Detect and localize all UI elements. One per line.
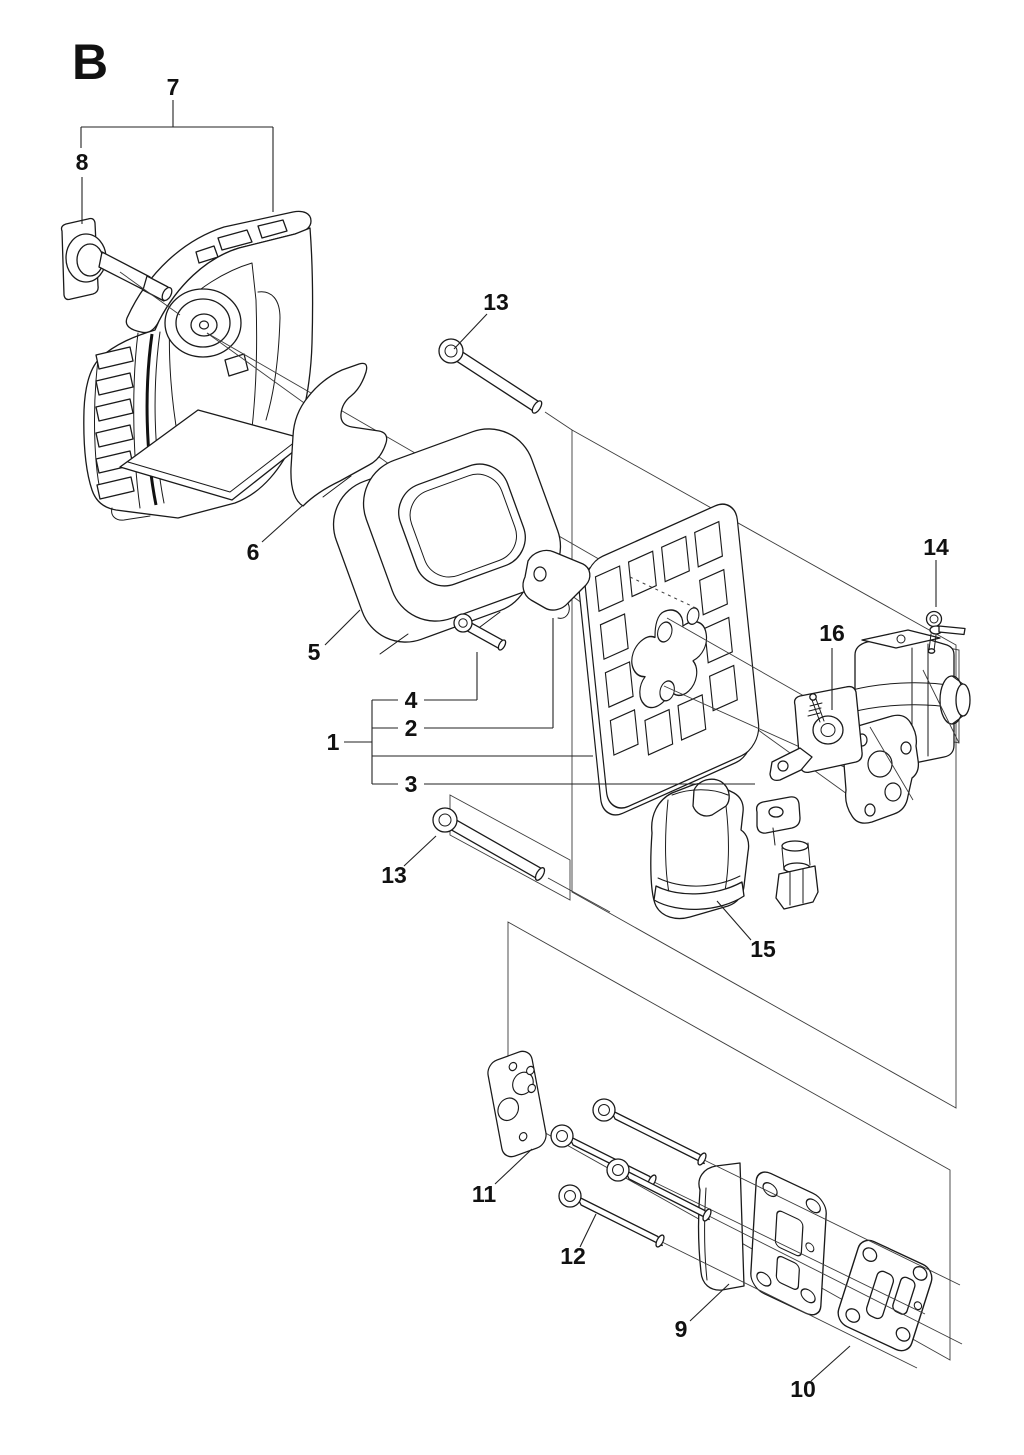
hex-plug	[776, 866, 818, 909]
flange-port	[885, 783, 901, 801]
callout-12: 12	[560, 1243, 586, 1269]
filter-holder-plate	[577, 497, 762, 822]
manifold-screws	[551, 1099, 713, 1248]
manifold-gasket	[835, 1236, 935, 1355]
bolt-long-bottom	[433, 808, 610, 912]
leader-5	[325, 610, 360, 645]
throttle-lever	[770, 748, 812, 780]
leader-13-bottom	[404, 836, 436, 866]
clip-bar	[939, 626, 965, 635]
callout-13-bottom: 13	[381, 862, 407, 888]
swivel-pin	[769, 807, 783, 817]
bolt-long-top	[439, 339, 572, 430]
callout-9: 9	[674, 1316, 688, 1342]
flange-venturi	[868, 751, 892, 777]
flange-bolt-hole	[901, 742, 911, 754]
bolt-alignment-tail	[545, 412, 572, 430]
clip-ring	[927, 612, 942, 627]
bolt-head	[433, 808, 457, 832]
callout-10: 10	[790, 1376, 816, 1402]
screw	[559, 1185, 666, 1248]
callout-8: 8	[75, 149, 89, 175]
leader-13-top	[454, 314, 487, 349]
cover-hub-hole	[200, 321, 209, 329]
carburetor-barrel-end	[956, 684, 970, 716]
callout-1: 1	[326, 729, 340, 755]
bolt-alignment-tail	[548, 878, 610, 912]
callout-13-top: 13	[483, 289, 509, 315]
leader-9	[690, 1284, 729, 1321]
callout-3: 3	[404, 771, 418, 797]
callout-16: 16	[819, 620, 845, 646]
bolt-shaft	[456, 352, 540, 412]
knob-shaft	[99, 252, 150, 291]
callout-11: 11	[471, 1181, 497, 1207]
lever-hole	[778, 761, 788, 771]
callout-7: 7	[166, 74, 180, 100]
bolt-shaft	[451, 820, 543, 879]
clip-pin-end	[928, 649, 934, 653]
callout-6: 6	[246, 539, 260, 565]
needle-tip	[810, 694, 816, 700]
leader-6	[262, 506, 302, 542]
leader-15	[717, 901, 751, 940]
leader-10	[811, 1346, 850, 1381]
air-filter-cover	[84, 211, 313, 520]
callout-5: 5	[307, 639, 321, 665]
screw-head	[454, 614, 472, 632]
screw-short	[454, 614, 507, 651]
intake-manifold	[699, 1163, 827, 1320]
flange-bolt-hole	[865, 804, 875, 816]
cover-knob	[62, 219, 174, 303]
intake-boot	[651, 779, 749, 918]
callout-2: 2	[404, 715, 418, 741]
bracket-7	[81, 100, 273, 212]
choke-lever	[523, 550, 590, 618]
callout-14: 14	[923, 534, 949, 560]
knob-disc-inner	[77, 244, 103, 276]
choke-lever-hole	[534, 567, 546, 581]
figure-label: B	[72, 34, 109, 90]
screw	[607, 1159, 713, 1222]
callout-4: 4	[404, 687, 418, 713]
sheet-lower-bolt	[450, 795, 570, 900]
nozzle-cylinder-top	[782, 841, 808, 851]
callout-15: 15	[750, 936, 776, 962]
pump-hub	[813, 716, 843, 744]
carburetor	[757, 630, 970, 909]
intake-gasket	[486, 1048, 548, 1160]
